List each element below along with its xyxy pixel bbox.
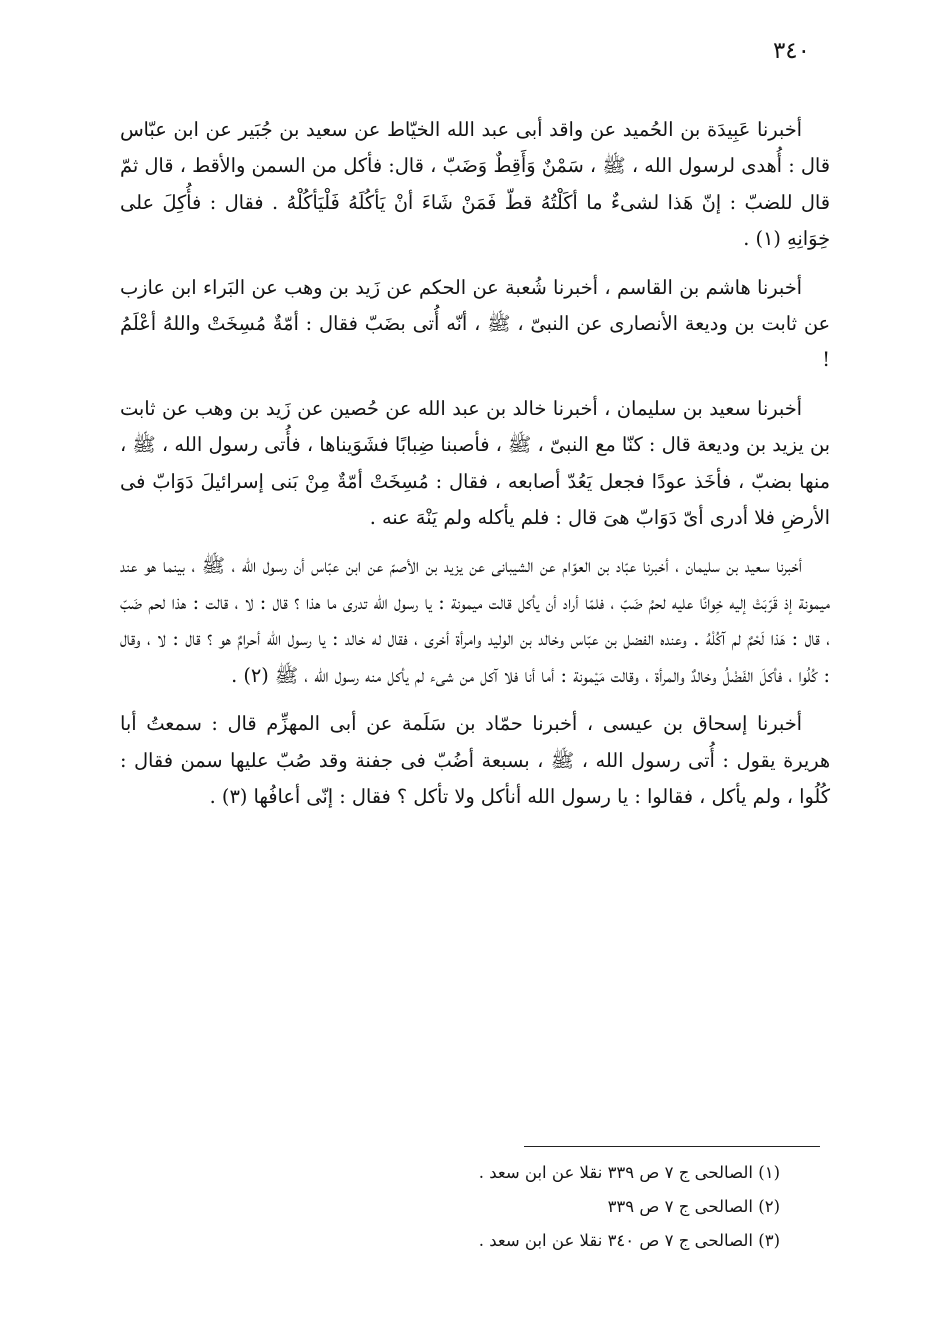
footnote: (٢) الصالحى ج ٧ ص ٣٣٩: [607, 1197, 780, 1216]
paragraph: أخبرنا عَبِيدَة بن الحُميد عن واقد أبى عبد الله الخيّاط عن سعيد بن جُبَير عن ابن عبّاس قال : أُهدى لرسول الله ، ﷺ ، سَمْنٌ وَأَقِطٌ وَضَبّ ، قال: فأكل من السمن والأقط ، قال ثمّ قال للضبّ : إنّ هَذا لشىءٌ ما أكَلْتُهُ قطّ فَمَنْ شَاءَ أنْ يَأكُلَهُ فَلْيَأكُلْهُ . فقال : فأُكِلَ على خِوَانِهِ (١) .: [120, 118, 830, 251]
paragraph: أخبرنا سعيد بن سليمان ، أخبرنا عبّاد بن العوّام عن الشيبانى عن يزيد بن الأصمّ عن ابن عبّاس أن رسول الله ، ﷺ ، بينما هو عند ميمونة إذ قَرّبَتْ إليه خِوانًا عليه لحمُ ضَبّ ، فلمّا أراد أن يأكل قالت ميمونة : يا رسول الله تدرى ما هذا ؟ قال : لا ، قالت : هذا لحم ضَبّ ، قال : هَذا لَحْمٌ لم آكُلْهُ . وعنده الفضل بن عبّاس وخالد بن الوليد وامرأة أخرى ، فقال له خالد : يا رسول الله أحرامٌ هو ؟ قال : لا ، وقال : كُلُوا ، فأكلَ الفَضْلُ وخالدٌ والمرأة ، وقالت مَيْمونة : أما أنا فلا آكل من شىء لم يأكل منه رسول الله ، ﷺ (٢) .: [120, 554, 830, 687]
paragraph: أخبرنا سعيد بن سليمان ، أخبرنا خالد بن عبد الله عن حُصين عن زَيد بن وهب عن ثابت بن يزيد بن وديعة قال : كنّا مع النبىّ ، ﷺ ، فأصبنا ضِبابًا فشَوَيناها ، فأُتى رسول الله ، ﷺ ، منها بضبّ ، فأخَذ عودًا فجعل يَعُدّ أصابعه ، فقال : مُسِخَتْ أمّةٌ مِنْ بَنى إسرائيلَ دَوَابّ فى الأرضِ فلا أدرى أىّ دَوَابّ هىَ قال : فلم يأكله ولم يَنْهَ عنه .: [120, 396, 830, 530]
main-text: [120, 112, 830, 827]
footnote: (٣) الصالحى ج ٧ ص ٣٤٠ نقلا عن ابن سعد .: [478, 1231, 780, 1250]
paragraph: أخبرنا إسحاق بن عيسى ، أخبرنا حمّاد بن سَلَمة عن أبى المهزِّم قال : سمعتُ أبا هريرة يقول : أُتى رسول الله ، ﷺ ، بسبعة أضُبّ فى جفنة وقد صُبّ عليها سمن فقال : كُلُوا ، ولم يأكل ، فقالوا : يا رسول الله أنأكل ولا تأكل ؟ فقال : إنّى أعافُها (٣) .: [120, 712, 830, 808]
footnote: (١) الصالحى ج ٧ ص ٣٣٩ نقلا عن ابن سعد .: [478, 1163, 780, 1182]
footnote-divider: [524, 1146, 820, 1147]
footnotes: [220, 1156, 780, 1258]
page-number: ٣٤٠: [772, 38, 810, 64]
paragraph: أخبرنا هاشم بن القاسم ، أخبرنا شُعبة عن الحكم عن زَيد بن وهب عن البَراء ابن عازب عن ثابت بن وديعة الأنصارى عن النبىّ ، ﷺ ، أنّه أُتى بضَبّ فقال : أمّةٌ مُسِخَتْ واللهُ أعْلَمُ !: [120, 275, 830, 372]
